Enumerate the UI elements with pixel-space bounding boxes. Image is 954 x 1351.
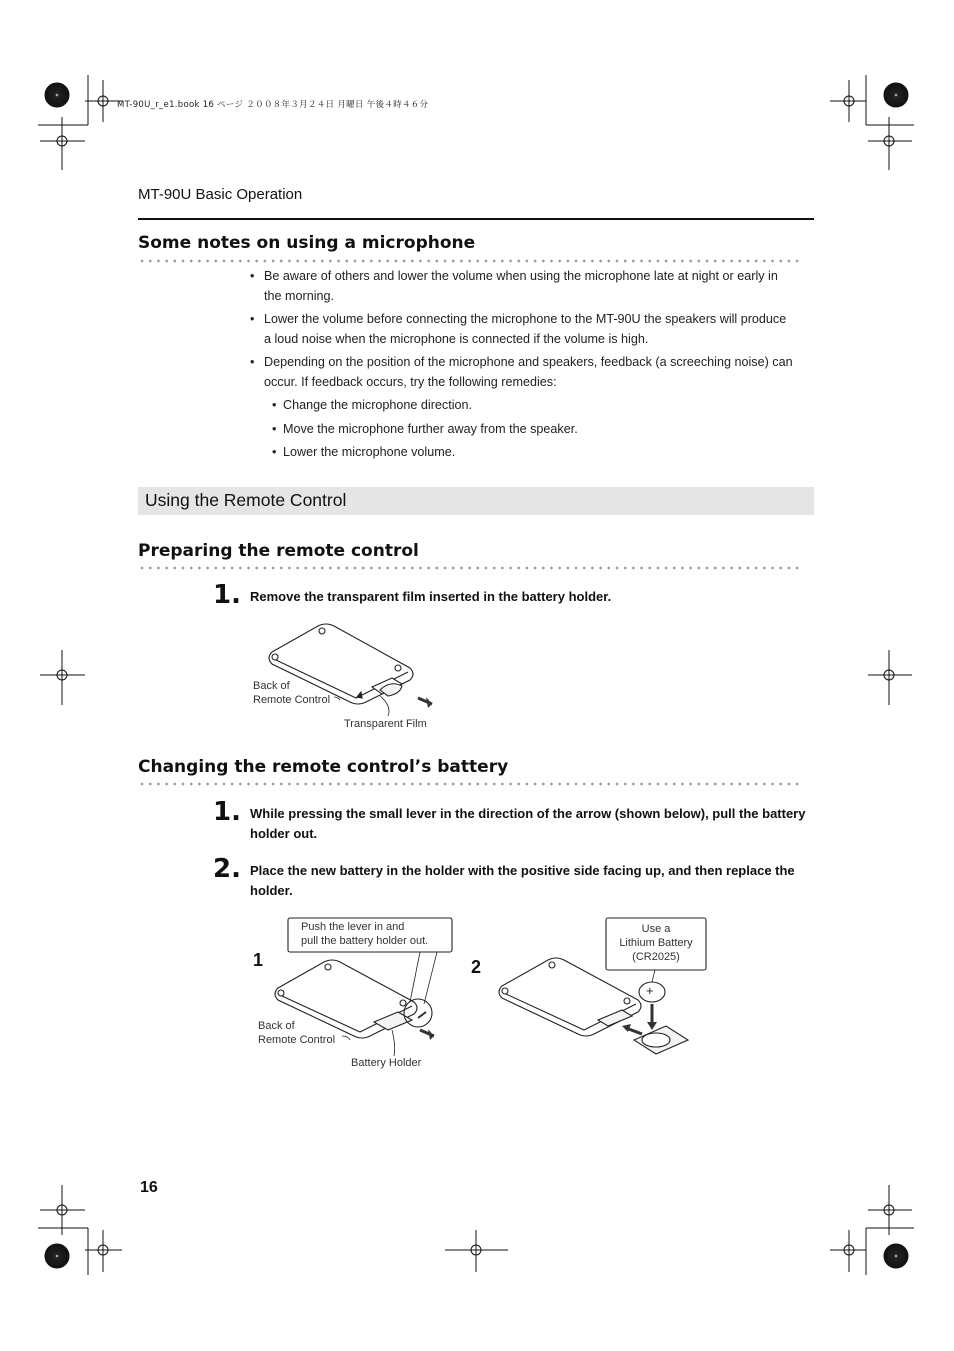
list-item: • Lower the volume before connecting the microphone to the MT-90U the speakers will produce a loud noise when the microphone is connected if the volume is high.	[250, 310, 795, 349]
callout-lever-line1: Push the lever in and	[301, 921, 405, 933]
remedy-item: • Change the microphone direction.	[264, 396, 795, 416]
label-remote-control: Remote Control	[258, 1034, 336, 1046]
callout-battery-line2: Lithium Battery	[619, 937, 693, 949]
step-text: While pressing the small lever in the direction of the arrow (shown below), pull the battery holder out.	[250, 806, 806, 841]
step-text: Place the new battery in the holder with the positive side facing up, and then replace the holder.	[250, 863, 795, 898]
preparing-heading: Preparing the remote control	[138, 541, 419, 561]
page-number: 16	[140, 1179, 158, 1196]
step-number: 2.	[213, 854, 241, 884]
callout-battery-line1: Use a	[641, 923, 671, 935]
step-number: 1.	[213, 580, 241, 610]
changing-heading: Changing the remote control’s battery	[138, 757, 509, 777]
step-number: 1.	[213, 797, 241, 827]
label-back: Back of	[258, 1020, 295, 1032]
callout-battery-line3: (CR2025)	[632, 951, 680, 963]
positive-sign-icon: +	[646, 983, 654, 998]
label-remote-control: Remote Control	[253, 694, 331, 706]
remedy-item: • Lower the microphone volume.	[264, 443, 795, 463]
label-battery-holder: Battery Holder	[351, 1057, 422, 1069]
list-item: • Be aware of others and lower the volume when using the microphone late at night or early in the morning.	[250, 267, 795, 306]
callout-lever-line2: pull the battery holder out.	[301, 935, 429, 947]
print-header: MT-90U_r_e1.book 16 ページ ２００８年３月２４日 月曜日 午後４時４６分	[117, 100, 429, 110]
panel-2-number: 2	[471, 957, 482, 977]
panel-1-number: 1	[253, 950, 264, 970]
label-back: Back of	[253, 680, 290, 692]
list-item-text: Depending on the position of the microphone and speakers, feedback (a screeching noise) can occur. If feedback occurs, try the following remedies:	[264, 355, 793, 389]
label-transparent-film: Transparent Film	[344, 718, 427, 730]
running-head: MT-90U Basic Operation	[138, 186, 303, 203]
step-text: Remove the transparent film inserted in the battery holder.	[250, 589, 612, 604]
remedy-item: • Move the microphone further away from the speaker.	[264, 420, 795, 440]
mic-notes-heading: Some notes on using a microphone	[138, 233, 476, 253]
section-title: Using the Remote Control	[145, 490, 347, 510]
